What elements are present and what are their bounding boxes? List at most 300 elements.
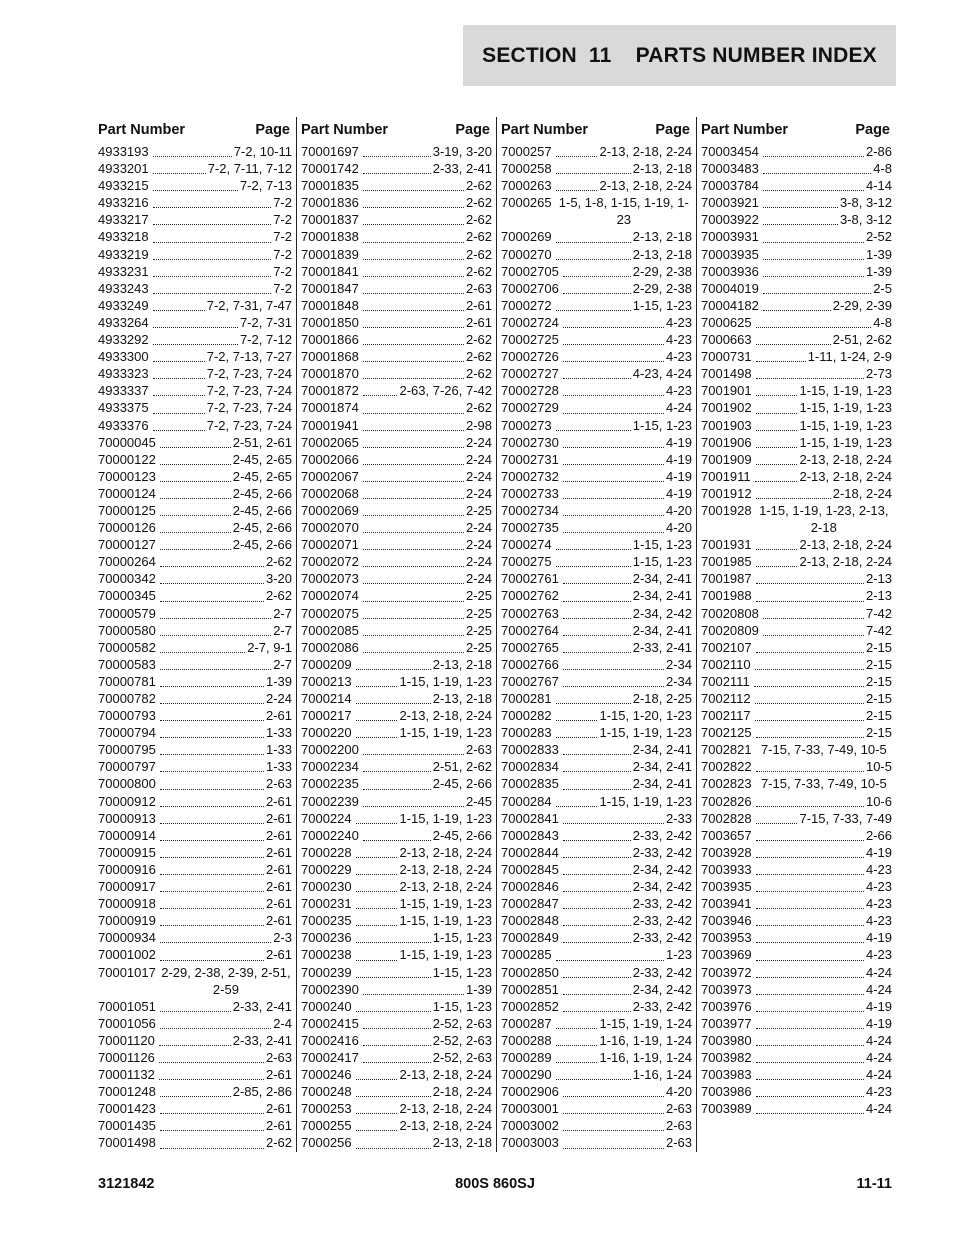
dot-leader bbox=[363, 344, 464, 345]
index-entry bbox=[301, 280, 492, 297]
index-entry bbox=[501, 758, 692, 775]
index-entry bbox=[301, 929, 492, 946]
part-number: 7002821 bbox=[701, 742, 752, 758]
index-entry bbox=[301, 365, 492, 382]
part-number: 7003986 bbox=[701, 1084, 752, 1100]
index-entry bbox=[301, 570, 492, 587]
part-number: 70001836 bbox=[301, 195, 359, 211]
index-entry bbox=[98, 946, 292, 963]
index-entry bbox=[501, 143, 692, 160]
index-entry bbox=[301, 314, 492, 331]
part-number: 70002849 bbox=[501, 930, 559, 946]
dot-leader bbox=[756, 771, 864, 772]
dot-leader bbox=[563, 1096, 664, 1097]
part-number: 4933215 bbox=[98, 178, 149, 194]
index-entry bbox=[301, 741, 492, 758]
index-rows bbox=[701, 143, 892, 1117]
dot-leader bbox=[563, 686, 664, 687]
index-entry bbox=[301, 587, 492, 604]
page-reference: 1-15, 1-19, 1-23 bbox=[799, 400, 892, 416]
part-number: 7001928 bbox=[701, 502, 752, 518]
page-reference: 2-62 bbox=[465, 332, 492, 348]
index-entry bbox=[501, 724, 692, 741]
page-reference: 2-13 bbox=[865, 588, 892, 604]
page-reference: 2-29, 2-38 bbox=[632, 280, 692, 296]
dot-leader bbox=[556, 960, 664, 961]
dot-leader bbox=[160, 925, 264, 926]
index-entry bbox=[501, 929, 692, 946]
part-number: 4933337 bbox=[98, 383, 149, 399]
index-entry bbox=[701, 622, 892, 639]
part-number: 7003657 bbox=[701, 827, 752, 843]
part-number: 7000285 bbox=[501, 947, 552, 963]
index-entry bbox=[701, 570, 892, 587]
part-number: 70000583 bbox=[98, 656, 156, 672]
part-number: 70000914 bbox=[98, 827, 156, 843]
dot-leader bbox=[160, 652, 245, 653]
dot-leader bbox=[763, 242, 864, 243]
part-number: 70002724 bbox=[501, 314, 559, 330]
dot-leader bbox=[153, 327, 238, 328]
index-entry bbox=[301, 194, 492, 211]
index-entry bbox=[501, 382, 692, 399]
dot-leader bbox=[563, 908, 631, 909]
dot-leader bbox=[356, 857, 398, 858]
index-entry bbox=[701, 1049, 892, 1066]
part-number: 70000793 bbox=[98, 708, 156, 724]
index-entry bbox=[501, 844, 692, 861]
page-reference: 2-13, 2-18 bbox=[632, 161, 692, 177]
part-number: 7001988 bbox=[701, 588, 752, 604]
page-header: Page bbox=[655, 122, 690, 138]
index-entry bbox=[501, 177, 692, 194]
page-reference: 1-33 bbox=[265, 742, 292, 758]
index-entry bbox=[98, 211, 292, 228]
section-title: SECTION 11 PARTS NUMBER INDEX bbox=[463, 25, 896, 86]
index-entry bbox=[501, 160, 692, 177]
dot-leader bbox=[363, 1045, 431, 1046]
dot-leader bbox=[363, 361, 464, 362]
page-reference: 2-63 bbox=[665, 1101, 692, 1117]
page-reference: 4-24 bbox=[865, 964, 892, 980]
dot-leader bbox=[160, 1113, 264, 1114]
part-number: 70000127 bbox=[98, 537, 156, 553]
index-entry bbox=[301, 639, 492, 656]
index-entry bbox=[501, 399, 692, 416]
index-entry bbox=[98, 297, 292, 314]
part-number: 7002823 bbox=[701, 776, 752, 792]
part-number: 70002847 bbox=[501, 896, 559, 912]
dot-leader bbox=[160, 566, 264, 567]
dot-leader bbox=[160, 789, 264, 790]
index-entry bbox=[301, 878, 492, 895]
part-number: 7003933 bbox=[701, 861, 752, 877]
index-entry bbox=[98, 673, 292, 690]
page-reference: 2-24 bbox=[465, 468, 492, 484]
dot-leader bbox=[363, 566, 464, 567]
index-entry bbox=[501, 314, 692, 331]
part-number: 70020808 bbox=[701, 605, 759, 621]
dot-leader bbox=[563, 601, 631, 602]
part-number: 70001838 bbox=[301, 229, 359, 245]
part-number: 70001056 bbox=[98, 1015, 156, 1031]
page-reference: 2-13, 2-18 bbox=[432, 691, 492, 706]
part-number: 7000253 bbox=[301, 1101, 352, 1117]
dot-leader bbox=[756, 1028, 864, 1029]
index-entry bbox=[501, 964, 692, 981]
part-number: 7000229 bbox=[301, 861, 352, 877]
index-entry bbox=[701, 177, 892, 194]
dot-leader bbox=[363, 430, 464, 431]
part-number: 70002835 bbox=[501, 776, 559, 792]
dot-leader bbox=[153, 293, 272, 294]
dot-leader bbox=[363, 532, 464, 533]
index-entry bbox=[301, 417, 492, 434]
part-number: 7003982 bbox=[701, 1049, 752, 1065]
page-reference: 7-2, 7-23, 7-24 bbox=[206, 366, 292, 382]
page-reference: 2-86 bbox=[865, 144, 892, 159]
dot-leader bbox=[356, 703, 431, 704]
part-number: 70001835 bbox=[301, 178, 359, 194]
part-number: 7001903 bbox=[701, 417, 752, 433]
index-entry bbox=[501, 1049, 692, 1066]
dot-leader bbox=[160, 703, 264, 704]
index-entry bbox=[98, 417, 292, 434]
index-entry bbox=[301, 1066, 492, 1083]
part-number: 70002833 bbox=[501, 742, 559, 758]
page-reference: 1-15, 1-23 bbox=[632, 554, 692, 570]
part-number: 70001941 bbox=[301, 417, 359, 433]
index-entry bbox=[501, 1117, 692, 1134]
dot-leader bbox=[756, 1113, 864, 1114]
part-number: 7000235 bbox=[301, 913, 352, 929]
page-reference: 3-8, 3-12 bbox=[839, 195, 892, 211]
dot-leader bbox=[356, 669, 431, 670]
part-number: 70001848 bbox=[301, 297, 359, 313]
dot-leader bbox=[160, 737, 264, 738]
index-entry bbox=[701, 263, 892, 280]
index-entry bbox=[701, 211, 892, 228]
index-entry bbox=[98, 348, 292, 365]
dot-leader bbox=[153, 361, 205, 362]
dot-leader bbox=[160, 481, 231, 482]
index-entry bbox=[301, 177, 492, 194]
dot-leader bbox=[160, 720, 264, 721]
part-number: 70003784 bbox=[701, 178, 759, 194]
index-entry bbox=[701, 297, 892, 314]
page-reference: 2-13, 2-18, 2-24 bbox=[799, 468, 892, 484]
index-entry bbox=[301, 605, 492, 622]
part-number: 7000213 bbox=[301, 673, 352, 689]
part-number: 70001132 bbox=[98, 1067, 155, 1083]
page-reference: 2-33, 2-42 bbox=[632, 930, 692, 946]
dot-leader bbox=[756, 960, 864, 961]
index-column-1 bbox=[96, 117, 296, 1152]
dot-leader bbox=[563, 413, 664, 414]
part-number: 7003953 bbox=[701, 930, 752, 946]
dot-leader bbox=[563, 378, 631, 379]
part-number: 7002125 bbox=[701, 725, 752, 741]
page-reference: 2-66 bbox=[865, 827, 892, 843]
index-entry bbox=[701, 1015, 892, 1032]
part-number: 70001248 bbox=[98, 1084, 156, 1100]
dot-leader bbox=[153, 224, 272, 225]
part-number: 70002706 bbox=[501, 280, 559, 296]
index-column-2 bbox=[296, 117, 496, 1152]
dot-leader bbox=[563, 532, 664, 533]
index-entry bbox=[301, 382, 492, 399]
index-entry bbox=[98, 451, 292, 468]
part-number: 70001742 bbox=[301, 161, 359, 177]
part-number: 70001051 bbox=[98, 998, 156, 1014]
dot-leader bbox=[563, 498, 664, 499]
page-reference: 2-29, 2-39 bbox=[832, 297, 892, 313]
part-number: 7000625 bbox=[701, 314, 752, 330]
dot-leader bbox=[160, 942, 271, 943]
part-number: 7000224 bbox=[301, 810, 352, 826]
part-number: 7000731 bbox=[701, 349, 752, 365]
dot-leader bbox=[563, 481, 664, 482]
part-number: 70002240 bbox=[301, 827, 359, 843]
page-reference: 2-7, 9-1 bbox=[247, 639, 292, 655]
part-number: 70000580 bbox=[98, 622, 156, 638]
index-entry bbox=[501, 263, 692, 280]
dot-leader bbox=[363, 771, 431, 772]
index-entry bbox=[501, 297, 692, 314]
index-entry bbox=[98, 793, 292, 810]
dot-leader bbox=[160, 583, 264, 584]
part-number: 70002767 bbox=[501, 673, 559, 689]
page-reference: 2-62 bbox=[465, 349, 492, 365]
dot-leader bbox=[160, 515, 231, 516]
page-reference: 2-62 bbox=[465, 195, 492, 211]
index-entry bbox=[98, 758, 292, 775]
index-entry bbox=[701, 673, 892, 690]
index-entry bbox=[501, 946, 692, 963]
dot-leader bbox=[363, 754, 464, 755]
page-number: 11-11 bbox=[856, 1176, 892, 1192]
page-reference: 2-61 bbox=[265, 793, 292, 809]
index-entry bbox=[501, 998, 692, 1015]
page-reference: 4-23 bbox=[665, 314, 692, 330]
part-number: 70002075 bbox=[301, 605, 359, 621]
index-entry bbox=[501, 981, 692, 998]
part-number: 7002107 bbox=[701, 639, 752, 655]
part-number: 70000919 bbox=[98, 913, 156, 929]
index-entry bbox=[501, 810, 692, 827]
page-reference: 2-3 bbox=[273, 930, 292, 946]
page-reference: 2-13, 2-18, 2-24 bbox=[599, 178, 692, 194]
dot-leader bbox=[756, 464, 798, 465]
part-number: 70002416 bbox=[301, 1032, 359, 1048]
dot-leader bbox=[363, 618, 464, 619]
index-entry bbox=[501, 622, 692, 639]
dot-leader bbox=[756, 327, 872, 328]
dot-leader bbox=[563, 515, 664, 516]
page-reference: 2-62 bbox=[265, 554, 292, 570]
dot-leader bbox=[756, 447, 798, 448]
dot-leader bbox=[356, 1113, 398, 1114]
part-number: 70002845 bbox=[501, 861, 559, 877]
page-reference: 2-62 bbox=[465, 366, 492, 382]
dot-leader bbox=[160, 771, 264, 772]
page-reference: 2-34 bbox=[665, 656, 692, 672]
dot-leader bbox=[160, 498, 231, 499]
page-reference: 2-34 bbox=[665, 673, 692, 689]
part-number: 70000126 bbox=[98, 520, 156, 536]
index-entry bbox=[501, 775, 692, 792]
page-header: Page bbox=[455, 122, 490, 138]
index-entry bbox=[701, 878, 892, 895]
dot-leader bbox=[363, 481, 464, 482]
page-reference: 1-39 bbox=[865, 246, 892, 262]
part-number: 70002762 bbox=[501, 588, 559, 604]
dot-leader bbox=[756, 994, 864, 995]
page-reference: 2-4 bbox=[273, 1015, 292, 1031]
page-reference: 2-33, 2-41 bbox=[232, 998, 292, 1014]
dot-leader bbox=[363, 549, 464, 550]
page-reference: 2-61 bbox=[265, 896, 292, 912]
part-number: 70001120 bbox=[98, 1032, 155, 1048]
index-column-3 bbox=[496, 117, 696, 1152]
dot-leader bbox=[755, 481, 798, 482]
index-entry bbox=[301, 211, 492, 228]
part-number: 70001837 bbox=[301, 212, 359, 228]
page-reference: 2-61 bbox=[265, 827, 292, 843]
page-reference: 1-15, 1-19, 1-23 bbox=[799, 417, 892, 433]
index-entry bbox=[98, 314, 292, 331]
part-number: 7002828 bbox=[701, 810, 752, 826]
index-entry bbox=[701, 690, 892, 707]
dot-leader bbox=[160, 464, 231, 465]
index-entry bbox=[701, 382, 892, 399]
index-entry bbox=[701, 434, 892, 451]
index-entry bbox=[501, 417, 692, 434]
index-entry bbox=[701, 981, 892, 998]
dot-leader bbox=[756, 977, 864, 978]
page-reference: 1-15, 1-23 bbox=[432, 998, 492, 1014]
part-number: 7003972 bbox=[701, 964, 752, 980]
page-reference: 2-18, 2-25 bbox=[632, 691, 692, 706]
column-header bbox=[301, 117, 492, 143]
dot-leader bbox=[563, 635, 631, 636]
dot-leader bbox=[756, 378, 864, 379]
page-reference: 7-2 bbox=[273, 263, 292, 279]
dot-leader bbox=[160, 1130, 264, 1131]
dot-leader bbox=[563, 344, 664, 345]
part-number: 70020809 bbox=[701, 622, 759, 638]
page-reference: 2-13, 2-18, 2-24 bbox=[399, 1118, 492, 1134]
part-number: 70003921 bbox=[701, 195, 759, 211]
part-number: 4933217 bbox=[98, 212, 149, 228]
dot-leader bbox=[160, 806, 264, 807]
dot-leader bbox=[756, 840, 864, 841]
page-reference: 1-15, 1-23 bbox=[632, 537, 692, 553]
dot-leader bbox=[756, 1011, 864, 1012]
index-entry bbox=[98, 929, 292, 946]
page-reference: 2-18, 2-24 bbox=[832, 485, 892, 501]
page-reference: 2-13, 2-18, 2-24 bbox=[399, 844, 492, 860]
page-reference: 2-62 bbox=[465, 212, 492, 228]
part-number: 70000045 bbox=[98, 434, 156, 450]
dot-leader bbox=[356, 891, 398, 892]
part-number: 70002067 bbox=[301, 468, 359, 484]
page-reference: 1-15, 1-19, 1-23 bbox=[399, 913, 492, 929]
page-reference: 1-39 bbox=[265, 673, 292, 689]
dot-leader bbox=[153, 344, 238, 345]
index-entry bbox=[301, 519, 492, 536]
index-entry bbox=[501, 605, 692, 622]
page-reference: 4-19 bbox=[865, 998, 892, 1014]
page-reference: 1-15, 1-19, 1-23 bbox=[399, 673, 492, 689]
part-number: 70002733 bbox=[501, 485, 559, 501]
part-number: 4933323 bbox=[98, 366, 149, 382]
page-reference: 4-19 bbox=[865, 1015, 892, 1031]
index-entry bbox=[501, 553, 692, 570]
part-number: 70001423 bbox=[98, 1101, 156, 1117]
index-entry bbox=[701, 451, 892, 468]
index-entry bbox=[301, 844, 492, 861]
part-number: 70002846 bbox=[501, 879, 559, 895]
page-reference: 7-2, 7-13, 7-27 bbox=[206, 349, 292, 365]
index-entry bbox=[301, 468, 492, 485]
dot-leader bbox=[763, 635, 864, 636]
part-number: 70002834 bbox=[501, 759, 559, 775]
part-number: 7001901 bbox=[701, 383, 752, 399]
page-reference: 2-52, 2-63 bbox=[432, 1032, 492, 1048]
part-number: 7002117 bbox=[701, 708, 751, 724]
index-entry bbox=[301, 1032, 492, 1049]
index-entry bbox=[301, 690, 492, 707]
index-entry bbox=[98, 536, 292, 553]
dot-leader bbox=[153, 413, 205, 414]
page-reference: 2-98 bbox=[465, 417, 492, 433]
page-reference: 10-6 bbox=[865, 793, 892, 809]
page-reference: 7-2 bbox=[273, 246, 292, 262]
index-entry bbox=[501, 331, 692, 348]
part-number: 7000240 bbox=[301, 998, 352, 1014]
part-number: 70001872 bbox=[301, 383, 359, 399]
dot-leader bbox=[160, 891, 264, 892]
part-number: 7002110 bbox=[701, 656, 751, 672]
dot-leader bbox=[160, 686, 264, 687]
page-reference: 2-13, 2-18, 2-24 bbox=[399, 708, 492, 724]
page-reference: 2-25 bbox=[465, 605, 492, 621]
part-number: 70001868 bbox=[301, 349, 359, 365]
part-number: 7000217 bbox=[301, 708, 352, 724]
part-number: 70003922 bbox=[701, 212, 759, 228]
index-entry bbox=[301, 895, 492, 912]
page-reference: 2-61 bbox=[265, 1101, 292, 1117]
page-reference: 7-2 bbox=[273, 195, 292, 211]
index-entry bbox=[98, 246, 292, 263]
page-reference: 2-61 bbox=[265, 879, 292, 895]
dot-leader bbox=[563, 652, 631, 653]
page-reference: 2-13, 2-18, 2-24 bbox=[399, 879, 492, 895]
page-reference: 2-51, 2-62 bbox=[832, 332, 892, 348]
index-entry bbox=[701, 246, 892, 263]
page-reference: 2-13, 2-18, 2-24 bbox=[799, 554, 892, 570]
page-reference: 4-20 bbox=[665, 502, 692, 518]
part-number: 70000264 bbox=[98, 554, 156, 570]
page-reference: 2-13, 2-18 bbox=[632, 229, 692, 245]
dot-leader bbox=[756, 652, 864, 653]
part-number: 70000917 bbox=[98, 879, 156, 895]
part-number: 70003931 bbox=[701, 229, 759, 245]
part-number-header: Part Number bbox=[701, 122, 789, 138]
page-reference: 2-13, 2-18, 2-24 bbox=[399, 1067, 492, 1083]
dot-leader bbox=[363, 840, 431, 841]
